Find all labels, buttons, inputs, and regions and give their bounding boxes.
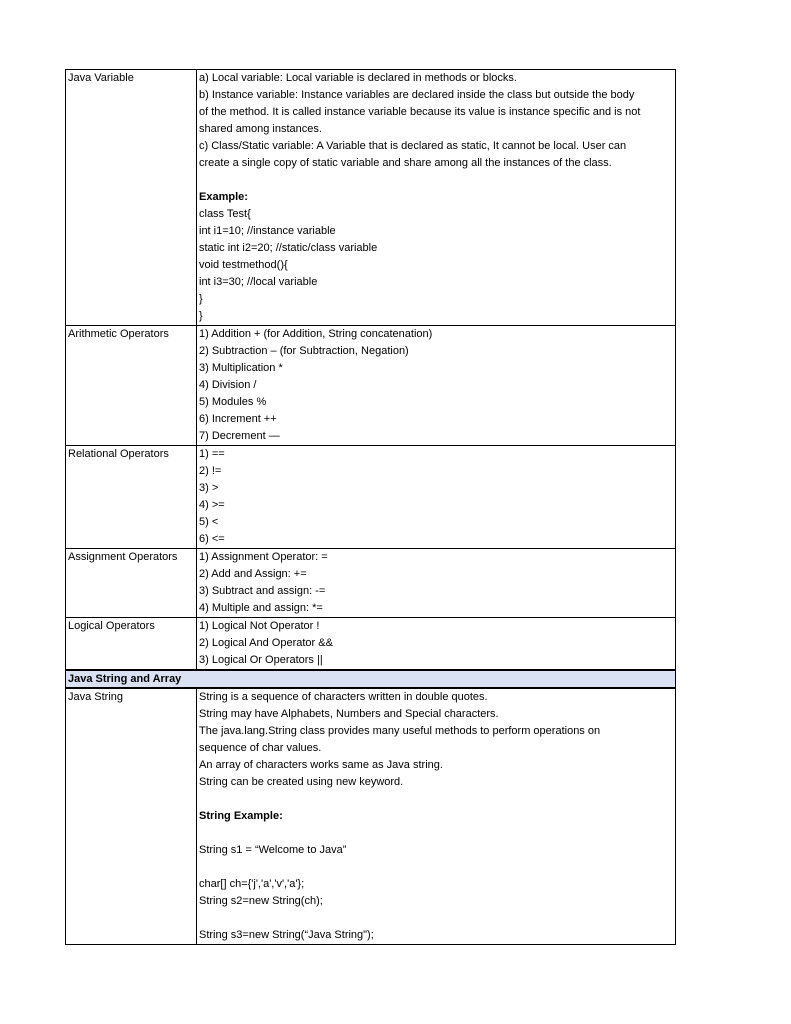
description-line <box>199 172 675 189</box>
description-line: shared among instances. <box>199 123 322 135</box>
topic-cell: Assignment Operators <box>66 549 197 618</box>
notes-table-body <box>66 70 676 945</box>
description-line: 1) Assignment Operator: = <box>199 551 328 563</box>
table-row <box>66 326 676 446</box>
description-cell <box>197 326 676 446</box>
description-line: 2) Add and Assign: += <box>199 568 307 580</box>
description-line: } <box>199 293 203 305</box>
table-row <box>66 70 676 326</box>
description-line: 3) Multiplication * <box>199 362 283 374</box>
description-line: 3) Logical Or Operators || <box>199 654 323 666</box>
description-line: b) Instance variable: Instance variables are declared inside the class but outside the body <box>199 89 635 101</box>
description-line: The java.lang.String class provides many useful methods to perform operations on <box>199 725 601 737</box>
description-line: 2) Logical And Operator && <box>199 637 333 649</box>
description-line: 4) Division / <box>199 379 257 391</box>
description-cell <box>197 688 676 945</box>
description-line: 4) Multiple and assign: *= <box>199 602 323 614</box>
description-line: 4) >= <box>199 499 225 511</box>
description-line: a) Local variable: Local variable is declared in methods or blocks. <box>199 72 517 84</box>
topic-cell: Relational Operators <box>66 446 197 549</box>
description-line: 2) Subtraction – (for Subtraction, Negation) <box>199 345 409 357</box>
topic-cell: Logical Operators <box>66 618 197 671</box>
topic-cell: Java String <box>66 688 197 945</box>
notes-table <box>65 69 676 945</box>
description-line <box>199 791 675 808</box>
section-title: Java String and Array <box>66 670 676 688</box>
description-line: 1) Logical Not Operator ! <box>199 620 320 632</box>
description-line: 5) < <box>199 516 219 528</box>
description-line: 6) Increment ++ <box>199 413 277 425</box>
description-line: 7) Decrement — <box>199 430 280 442</box>
description-line: 5) Modules % <box>199 396 267 408</box>
description-line: String s2=new String(ch); <box>199 895 323 907</box>
description-line: String is a sequence of characters written in double quotes. <box>199 691 488 703</box>
description-cell <box>197 70 676 326</box>
description-line: int i3=30; //local variable <box>199 276 318 288</box>
table-row <box>66 688 676 945</box>
description-line: 2) != <box>199 465 222 477</box>
description-line: String may have Alphabets, Numbers and Special characters. <box>199 708 499 720</box>
description-line: int i1=10; //instance variable <box>199 225 336 237</box>
table-row <box>66 446 676 549</box>
description-line: String s1 = “Welcome to Java” <box>199 844 347 856</box>
description-line: 1) == <box>199 448 225 460</box>
table-row <box>66 618 676 671</box>
topic-cell: Arithmetic Operators <box>66 326 197 446</box>
description-line: of the method. It is called instance variable because its value is instance specific and is not <box>199 106 641 118</box>
description-line: c) Class/Static variable: A Variable that is declared as static, It cannot be local. User can <box>199 140 627 152</box>
example-heading: String Example: <box>199 810 283 822</box>
description-line: void testmethod(){ <box>199 259 288 271</box>
description-line: class Test{ <box>199 208 251 220</box>
description-line: String can be created using new keyword. <box>199 776 404 788</box>
example-heading: Example: <box>199 191 248 203</box>
description-line: sequence of char values. <box>199 742 322 754</box>
description-line: An array of characters works same as Java string. <box>199 759 443 771</box>
description-line <box>199 910 675 927</box>
table-row <box>66 549 676 618</box>
description-line: 6) <= <box>199 533 225 545</box>
description-cell <box>197 446 676 549</box>
description-line: create a single copy of static variable and share among all the instances of the class. <box>199 157 612 169</box>
description-line <box>199 825 675 842</box>
topic-cell: Java Variable <box>66 70 197 326</box>
description-line: static int i2=20; //static/class variable <box>199 242 378 254</box>
description-line: 3) Subtract and assign: -= <box>199 585 326 597</box>
description-line: 1) Addition + (for Addition, String concatenation) <box>199 328 433 340</box>
section-header-row <box>66 670 676 688</box>
description-line <box>199 859 675 876</box>
description-line: char[] ch={'j','a','v','a'}; <box>199 878 305 890</box>
description-line: 3) > <box>199 482 219 494</box>
description-line: String s3=new String(“Java String"); <box>199 929 374 941</box>
description-line: } <box>199 310 203 322</box>
description-cell <box>197 618 676 671</box>
description-cell <box>197 549 676 618</box>
